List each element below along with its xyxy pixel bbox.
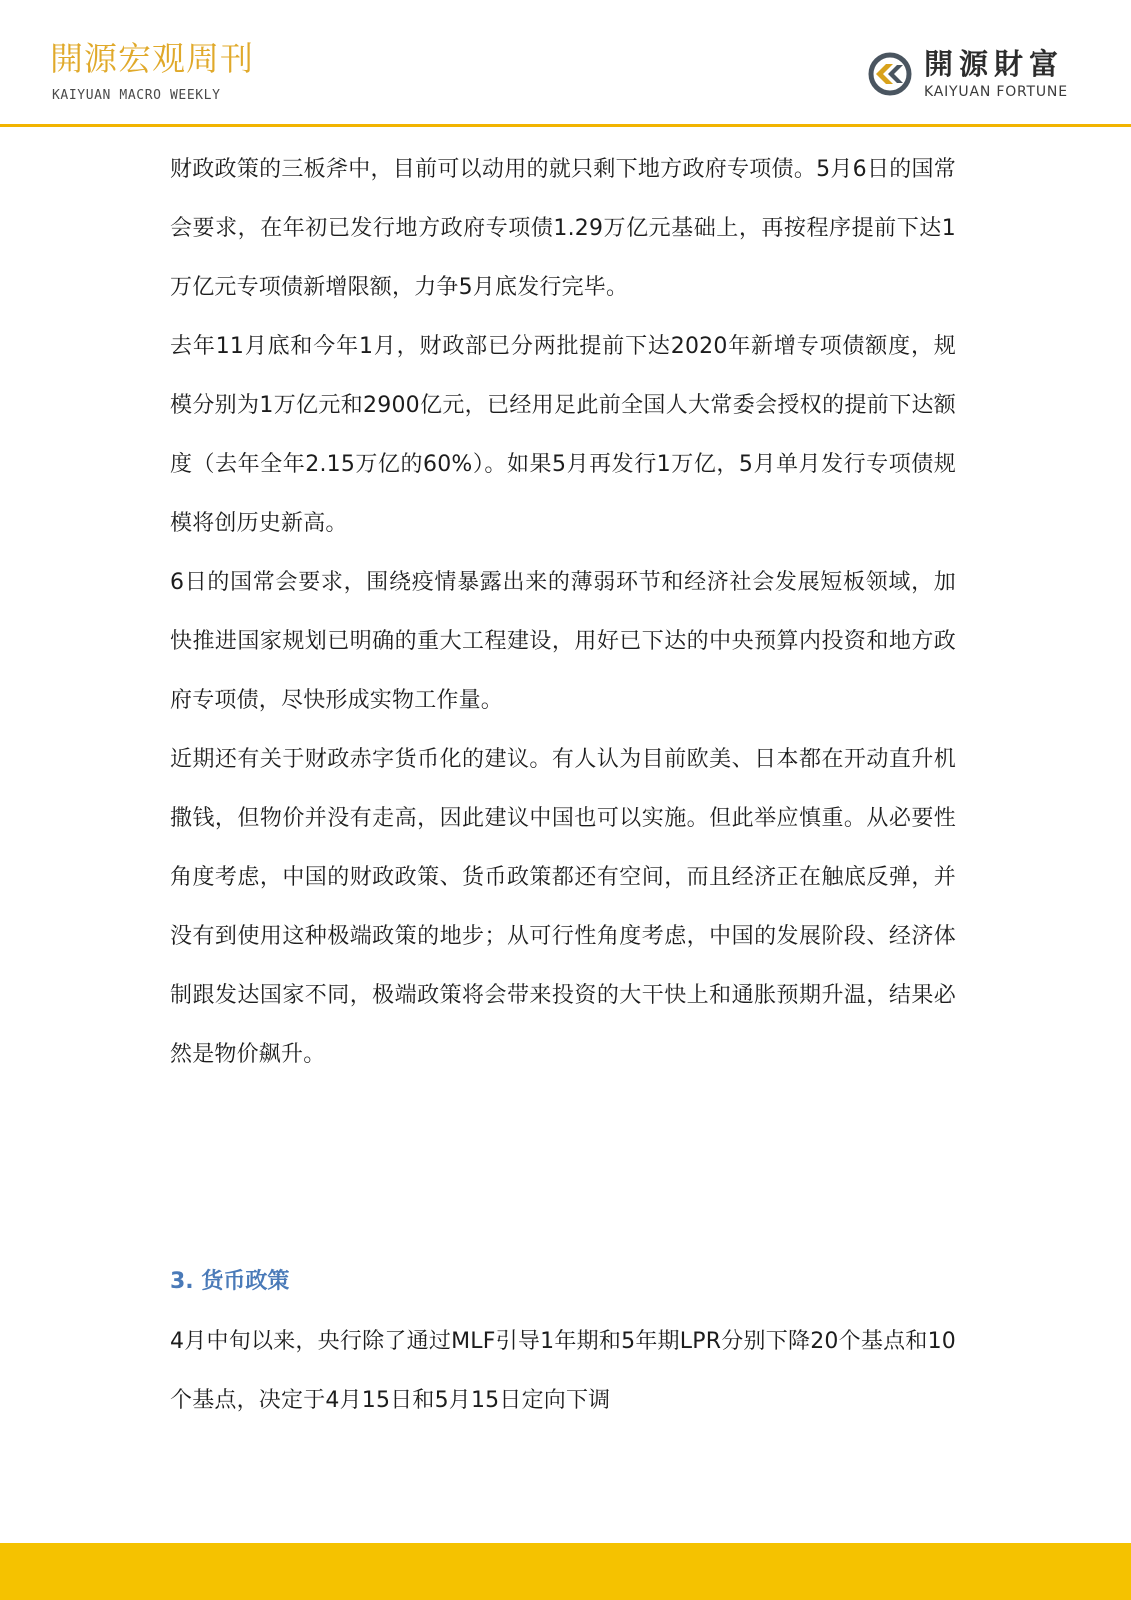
publication-title: 開源宏观周刊	[50, 39, 254, 78]
paragraph: 财政政策的三板斧中，目前可以动用的就只剩下地方政府专项债。5月6日的国常会要求，在年初已发行地方政府专项债1.29万亿元基础上，再按程序提前下达1万亿元专项债新增限额，力争5月底发行完毕。	[170, 157, 956, 300]
publication-subtitle: KAIYUAN MACRO WEEKLY	[52, 88, 221, 103]
document-body	[170, 140, 956, 1413]
paragraph: 6日的国常会要求，围绕疫情暴露出来的薄弱环节和经济社会发展短板领域，加快推进国家规划已明确的重大工程建设，用好已下达的中央预算内投资和地方政府专项债，尽快形成实物工作量。	[170, 570, 956, 713]
footer-band	[0, 1543, 1131, 1600]
logo-english-name: KAIYUAN FORTUNE	[924, 84, 1068, 100]
logo-chinese-name: 開源財富	[924, 47, 1065, 81]
kaiyuan-logo-icon	[866, 50, 914, 98]
paragraph: 去年11月底和今年1月，财政部已分两批提前下达2020年新增专项债额度，规模分别为1万亿元和2900亿元，已经用足此前全国人大常委会授权的提前下达额度（去年全年2.15万亿的60%）。如果5月再发行1万亿，5月单月发行专项债规模将创历史新高。	[170, 334, 956, 536]
paragraph: 近期还有关于财政赤字货币化的建议。有人认为目前欧美、日本都在开动直升机撒钱，但物价并没有走高，因此建议中国也可以实施。但此举应慎重。从必要性角度考虑，中国的财政政策、货币政策都还有空间，而且经济正在触底反弹，并没有到使用这种极端政策的地步；从可行性角度考虑，中国的发展阶段、经济体制跟发达国家不同，极端政策将会带来投资的大干快上和通胀预期升温，结果必然是物价飙升。	[170, 747, 956, 1067]
paragraph: 4月中旬以来，央行除了通过MLF引导1年期和5年期LPR分别下降20个基点和10个基点，决定于4月15日和5月15日定向下调	[170, 1329, 956, 1413]
page-header	[0, 0, 1131, 128]
section-heading: 3. 货币政策	[170, 1269, 290, 1294]
brand-logo	[866, 44, 1106, 108]
header-divider	[0, 124, 1131, 127]
